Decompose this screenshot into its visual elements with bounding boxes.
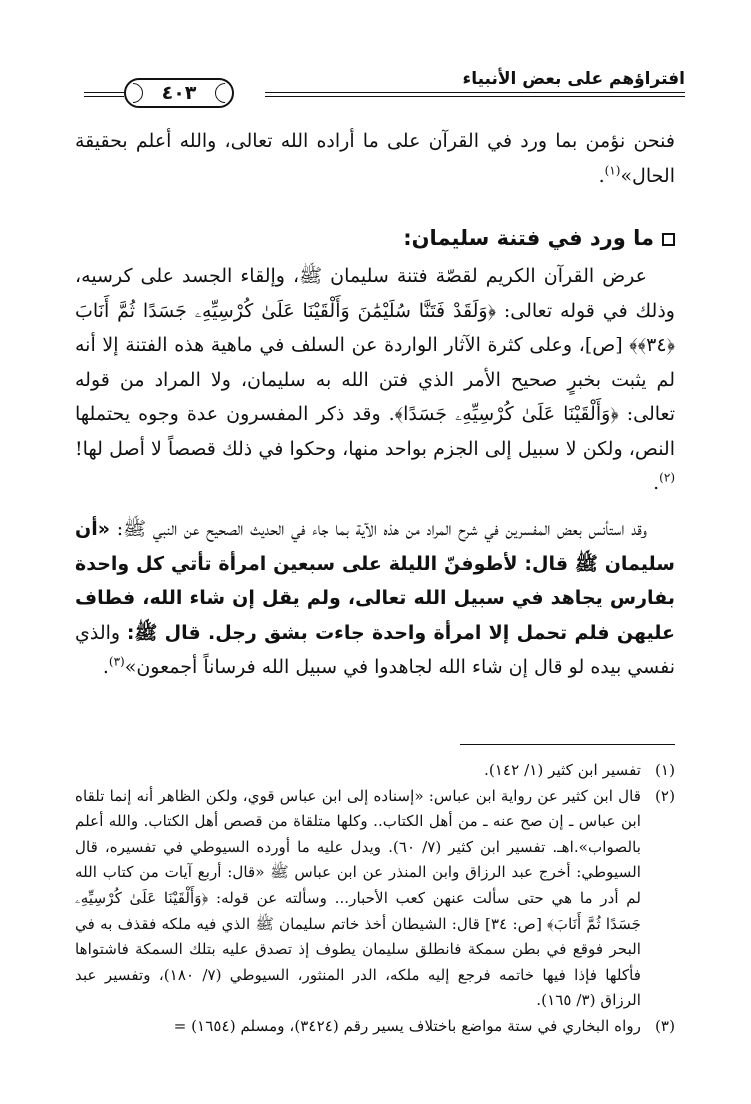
section-heading-text: ما ورد في فتنة سليمان: [403,226,654,250]
footnote-ref-1: (١) [604,163,621,178]
running-header [84,68,685,116]
paragraph-2 [75,259,675,501]
footnote-text: تفسير ابن كثير (١/ ١٤٢). [484,761,641,779]
footnote-ref-2: (٢) [659,470,675,485]
footnote [75,784,675,1014]
footnote-text: قال ابن كثير عن رواية ابن عباس: «إسناده إلى ابن عباس قوي، ولكن الظاهر أنه إنما تلقاه ابن عباس ـ إن صح عنه ـ من أهل الكتاب.. وكلها متلقاة من قصص أهل الكتاب. والله أعلم بالصواب».اهـ. تفسير ابن كثير (٧/ ٦٠). ويدل عليه ما أورده السيوطي في تفسيره، قال السيوطي: أخرج عبد الرزاق وابن المنذر عن ابن عباس ﷺ «قال: أربع آيات من كتاب الله لم أدر ما هي حتى سألت عنهن كعب الأحبار... وسألته عن قوله: ﴿وَأَلْقَيْنَا عَلَىٰ كُرْسِيِّهِۦ جَسَدًا ثُمَّ أَنَابَ﴾ [ص: ٣٤] قال: الشيطان أخذ خاتم سليمان ﷺ الذي فيه ملكه فقذف به في البحر فوقع في بطن سمكة فانطلق سليمان يطوف إذ تصدق عليه بتلك السمكة فاشتواها فأكلها فإذا فيها خاتمه فرجع إليه ملكه، الدر المنثور، السيوطي (٧/ ١٨٠)، وتفسير عبد الرزاق (٣/ ١٦٥). [75,786,641,1010]
paragraph-3-intro: وقد استأنس بعض المفسرين في شرح المراد من هذه الآية بما جاء في الحديث الصحيح عن النبي ﷺ: [116,518,647,540]
hadith-closing-text: والذي نفسي بيده لو قال إن شاء الله لجاهدوا في سبيل الله فرساناً أجمعون» [75,621,675,678]
square-bullet-icon [662,233,675,246]
hadith-bold-text: «أن سليمان ﷺ قال: لأطوفنّ الليلة على سبعين امرأة تأتي كل واحدة بفارس يجاهد في سبيل الله تعالى، ولم يقل إن شاء الله، فطاف عليهن فلم تحمل إلا امرأة واحدة جاءت بشق رجل. قال ﷺ: [75,518,675,644]
header-rule [265,92,685,93]
paragraph-1-text: فنحن نؤمن بما ورد في القرآن على ما أراده الله تعالى، والله أعلم بحقيقة الحال» [75,130,675,187]
period: . [653,472,660,494]
footnote-number: (٢) [654,786,675,805]
footnote-number: (٣) [654,1016,675,1035]
footnote [75,758,675,784]
section-heading [75,222,675,254]
footnote-text: رواه البخاري في ستة مواضع باختلاف يسير رقم (٣٤٢٤)، ومسلم (١٦٥٤) = [173,1016,641,1035]
header-rule-left [84,92,124,93]
paragraph-3 [75,512,675,685]
paragraph-2-text: عرض القرآن الكريم لقصّة فتنة سليمان ﷺ، وإلقاء الجسد على كرسيه، وذلك في قوله تعالى: ﴿وَلَقَدْ فَتَنَّا سُلَيْمَٰنَ وَأَلْقَيْنَا عَلَىٰ كُرْسِيِّهِۦ جَسَدًا ثُمَّ أَنَابَ ﴿٣٤﴾﴾ [ص]، وعلى كثرة الآثار الواردة عن السلف في ماهية هذه الفتنة إلا أنه لم يثبت بخبرٍ صحيح الأمر الذي فتن الله به سليمان، ولا المراد من قوله تعالى: ﴿وَأَلْقَيْنَا عَلَىٰ كُرْسِيِّهِۦ جَسَدًا﴾. وقد ذكر المفسرون عدة وجوه يحتملها النص، ولكن لا سبيل إلى الجزم بواحد منها، وحكوا في ذلك قصصاً لا أصل لها! [75,265,675,460]
footnote-ref-3: (٣) [108,654,125,669]
footnote-number: (١) [654,761,675,779]
period: . [102,656,109,678]
footnote-separator [460,744,675,745]
running-title: افتراؤهم على بعض الأنبياء [462,69,685,89]
footnotes [75,758,675,1040]
paragraph-1 [75,124,675,193]
footnote [75,1014,675,1040]
header-rule-left [84,96,124,97]
page-number: ٤٠٣ [124,78,234,108]
header-rule [265,96,685,97]
period: . [598,164,605,187]
